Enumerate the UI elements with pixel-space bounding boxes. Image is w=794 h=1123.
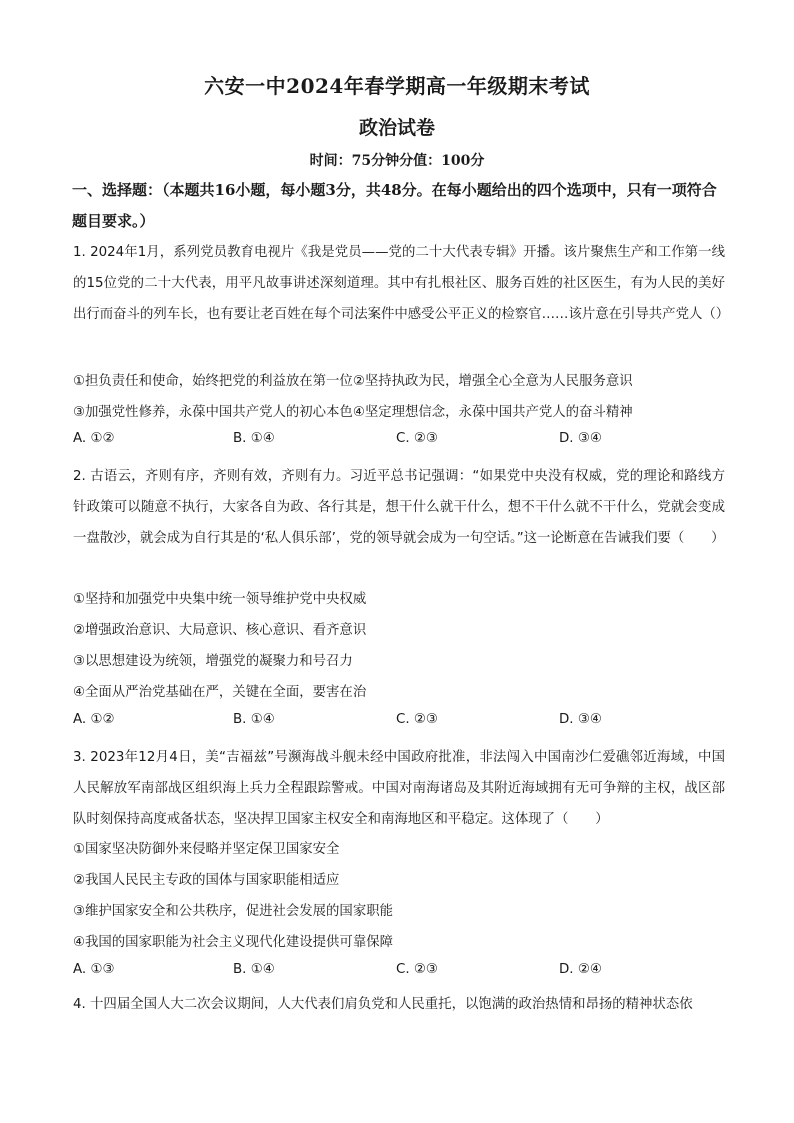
option-a[interactable]: A. ①③ [73, 962, 115, 977]
question-2-stem: 2. 古语云，齐则有序，齐则有效，齐则有力。习近平总书记强调：“如果党中央没有权威，党的理论和路线方针政策可以随意不执行，大家各自为政、各行其是，想干什么就干什么，想不干什么就不干什么，党就会变成一盘散沙，就会成为自行其是的‘私人俱乐部’，党的领导就会成为一句空话。”这一论断意在告诫我们要（ ） [73, 469, 725, 547]
option-c[interactable]: C. ②③ [396, 962, 438, 977]
option-d[interactable]: D. ③④ [559, 431, 602, 446]
question-1-statement-2: ③加强党性修养，永葆中国共产党人的初心本色④坚定理想信念，永葆中国共产党人的奋斗精神 [73, 405, 633, 420]
question-2-statement-4: ④全面从严治党基础在严，关键在全面，要害在治 [73, 685, 367, 700]
question-1-stem: 1. 2024年1月，系列党员教育电视片《我是党员——党的二十大代表专辑》开播。该片聚焦生产和工作第一线的15位党的二十大代表，用平凡故事讲述深刻道理。其中有扎根社区、服务百姓的社区医生，有为人民的美好出行而奋斗的列车长，也有要让老百姓在每个司法案件中感受公平正义的检察官……该片意在引导共产党人（） [73, 245, 730, 323]
option-c[interactable]: C. ②③ [396, 431, 438, 446]
option-b[interactable]: B. ①④ [233, 712, 275, 727]
exam-title: 六安一中2024年春学期高一年级期末考试 [204, 74, 590, 98]
question-4-stem: 4. 十四届全国人大二次会议期间，人大代表们肩负党和人民重托，以饱满的政治热情和昂扬的精神状态依 [73, 997, 693, 1012]
question-2-statement-2: ②增强政治意识、大局意识、核心意识、看齐意识 [73, 623, 367, 638]
question-3-stem: 3. 2023年12月4日，美“吉福兹”号濒海战斗舰未经中国政府批准，非法闯入中国南沙仁爱礁邻近海域，中国人民解放军南部战区组织海上兵力全程跟踪警戒。中国对南海诸岛及其附近海域拥有无可争辩的主权，战区部队时刻保持高度戒备状态，坚决捍卫国家主权安全和南海地区和平稳定。这体现了（ ） [73, 750, 725, 828]
question-1-options [73, 431, 725, 451]
option-b[interactable]: B. ①④ [233, 431, 275, 446]
question-3-options [73, 962, 725, 982]
exam-subject: 政治试卷 [358, 117, 435, 139]
section-heading: 一、选择题：（本题共16小题，每小题3分，共48分。在每小题给出的四个选项中，只有一项符合题目要求。） [72, 181, 717, 230]
question-2-statement-1: ①坚持和加强党中央集中统一领导维护党中央权威 [73, 592, 367, 607]
question-3-statement-2: ②我国人民民主专政的国体与国家职能相适应 [73, 873, 340, 888]
option-d[interactable]: D. ③④ [559, 712, 602, 727]
question-1-statement-1: ①担负责任和使命，始终把党的利益放在第一位②坚持执政为民，增强全心全意为人民服务意识 [73, 374, 633, 389]
option-a[interactable]: A. ①② [73, 431, 115, 446]
question-3-statement-3: ③维护国家安全和公共秩序，促进社会发展的国家职能 [73, 904, 393, 919]
option-a[interactable]: A. ①② [73, 712, 115, 727]
exam-meta: 时间：75分钟分值：100分 [309, 153, 485, 169]
option-b[interactable]: B. ①④ [233, 962, 275, 977]
question-3-statement-4: ④我国的国家职能为社会主义现代化建设提供可靠保障 [73, 935, 393, 950]
option-d[interactable]: D. ②④ [559, 962, 602, 977]
question-3-statement-1: ①国家坚决防御外来侵略并坚定保卫国家安全 [73, 842, 340, 857]
question-2-statement-3: ③以思想建设为统领，增强党的凝聚力和号召力 [73, 654, 353, 669]
option-c[interactable]: C. ②③ [396, 712, 438, 727]
question-2-options [73, 712, 725, 732]
